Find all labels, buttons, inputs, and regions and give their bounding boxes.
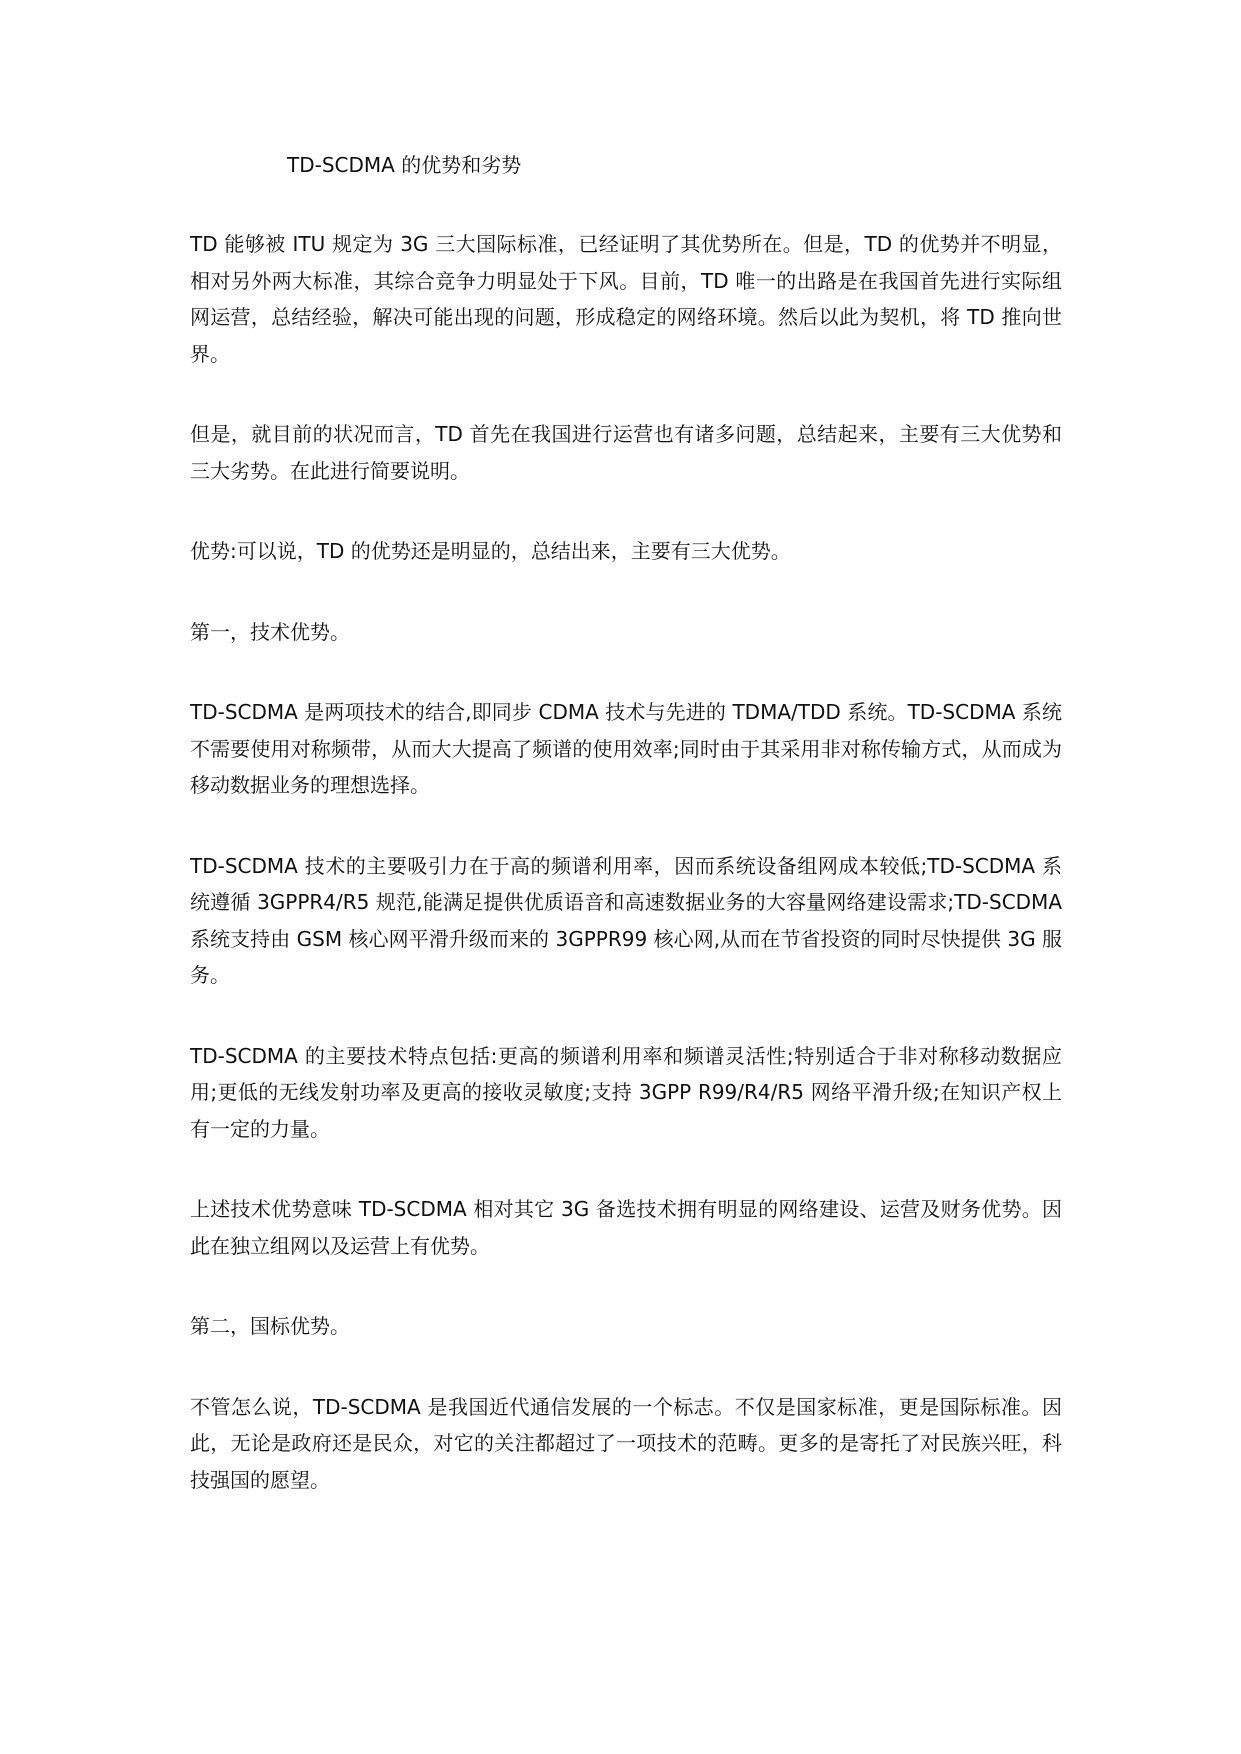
paragraph-problems: 但是，就目前的状况而言，TD 首先在我国进行运营也有诸多问题，总结起来，主要有三大优势和三大劣势。在此进行简要说明。: [190, 422, 1062, 483]
paragraph-advantages-intro: 优势:可以说，TD 的优势还是明显的，总结出来，主要有三大优势。: [190, 539, 791, 563]
heading-technical-advantage: 第一，技术优势。: [190, 619, 350, 644]
paragraph-intro: TD 能够被 ITU 规定为 3G 三大国际标准，已经证明了其优势所在。但是，TD 的优势并不明显，相对另外两大标准，其综合竞争力明显处于下风。目前，TD 唯一的出路是在我国首先进行实际组网运营，总结经验，解决可能出现的问题，形成稳定的网络环境。然后以此为契机，将 TD 推向世界。: [190, 232, 1062, 366]
paragraph-spectrum-efficiency: TD-SCDMA 技术的主要吸引力在于高的频谱利用率，因而系统设备组网成本较低;TD-SCDMA 系统遵循 3GPPR4/R5 规范,能满足提供优质语音和高速数据业务的大容量网络建设需求;TD-SCDMA 系统支持由 GSM 核心网平滑升级而来的 3GPPR99 核心网,从而在节省投资的同时尽快提供 3G 服务。: [190, 853, 1062, 987]
paragraph-technical-summary: 上述技术优势意味 TD-SCDMA 相对其它 3G 备选技术拥有明显的网络建设、运营及财务优势。因此在独立组网以及运营上有优势。: [190, 1197, 1062, 1258]
paragraph-national-standard: 不管怎么说，TD-SCDMA 是我国近代通信发展的一个标志。不仅是国家标准，更是国际标准。因此，无论是政府还是民众，对它的关注都超过了一项技术的范畴。更多的是寄托了对民族兴旺，科技强国的愿望。: [190, 1394, 1062, 1492]
document-body: [190, 226, 1062, 1498]
paragraph-technical-features: TD-SCDMA 的主要技术特点包括:更高的频谱利用率和频谱灵活性;特别适合于非对称移动数据应用;更低的无线发射功率及更高的接收灵敏度;支持 3GPP R99/R4/R5 网络平滑升级;在知识产权上有一定的力量。: [190, 1043, 1062, 1141]
paragraph-technology-combination: TD-SCDMA 是两项技术的结合,即同步 CDMA 技术与先进的 TDMA/TDD 系统。TD-SCDMA 系统不需要使用对称频带，从而大大提高了频谱的使用效率;同时由于其采用非对称传输方式，从而成为移动数据业务的理想选择。: [190, 700, 1062, 797]
document-title: TD-SCDMA 的优势和劣势: [287, 153, 522, 177]
heading-national-standard-advantage: 第二，国标优势。: [190, 1314, 350, 1338]
